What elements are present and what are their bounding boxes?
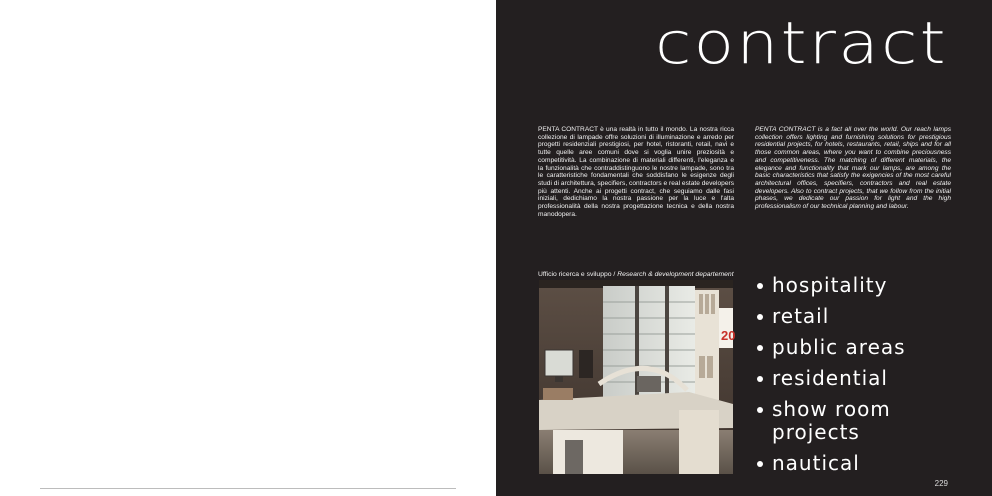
page-title: contract (655, 9, 948, 77)
sector-label: hospitality (772, 273, 888, 297)
intro-english: PENTA CONTRACT is a fact all over the world. Our reach lamps collection offers lighting and furnishing solutions for prestigious residential projects, for hotels, restaurants, retail, ships and for all those common areas, where you want to combine preciousness and competitiveness. The matching of different materials, the elegance and functionality that mark our lamps, are among the basic characteristics that satisfy the exigencies of the most careful architectural offices, specifiers, contractors and real estate developers. Also to contract projects, that we follow from the initial phases, we dedicate our passion for light and the high professionalism of our technical planning and labour. (755, 126, 951, 211)
photo-monitor-stand (555, 376, 563, 382)
photo-sign-number: 20 (721, 328, 736, 343)
sector-label: residential (772, 366, 888, 390)
photo-speaker (579, 350, 593, 378)
right-page (496, 0, 992, 496)
page-number: 229 (934, 479, 948, 488)
sector-item-nautical (754, 452, 974, 475)
photo-window-frame-2 (665, 286, 669, 406)
sector-item-show-room-projects (754, 398, 974, 444)
photo-desk-items (543, 388, 573, 400)
photo-desk-front (553, 430, 623, 474)
photo-stack (637, 376, 661, 392)
office-photo (539, 280, 736, 474)
office-photo-illustration (539, 280, 736, 474)
photo-caption-italian: Ufficio ricerca e sviluppo / (538, 271, 616, 278)
sector-label: retail (772, 304, 830, 328)
sector-label: nautical (772, 451, 860, 475)
sector-item-retail (754, 305, 974, 328)
sector-item-hospitality (754, 274, 974, 297)
photo-chair (565, 440, 583, 474)
sector-label: public areas (772, 335, 906, 359)
sector-list (754, 274, 974, 483)
intro-italian: PENTA CONTRACT è una realtà in tutto il mondo. La nostra ricca collezione di lampade offre soluzioni di illuminazione e arredo per progetti residenziali prestigiosi, per hotel, ristoranti, retail, navi e tutte quelle aree comuni dove si voglia unire preziosità e competitività. La combinazione di materiali differenti, l'eleganza e la funzionalità che contraddistinguono le nostre lampade, sono tra le caratteristiche fondamentali che soddisfano le esigenze degli studi di architettura, specifiers, contractors e real estate developers più attenti. Anche ai progetti contract, che seguiamo dalle fasi iniziali, dedichiamo la nostra passione per la luce e l'alta professionalità della nostra progettazione tecnica e della nostra manodopera. (538, 126, 734, 218)
sector-item-public-areas (754, 336, 974, 359)
sector-label: show room projects (772, 397, 891, 444)
photo-caption (538, 271, 734, 278)
photo-monitor (545, 350, 573, 376)
left-page-rule (40, 488, 456, 489)
sector-item-residential (754, 367, 974, 390)
photo-caption-english: Research & development departement (615, 271, 734, 278)
photo-paper-roll (679, 410, 719, 474)
